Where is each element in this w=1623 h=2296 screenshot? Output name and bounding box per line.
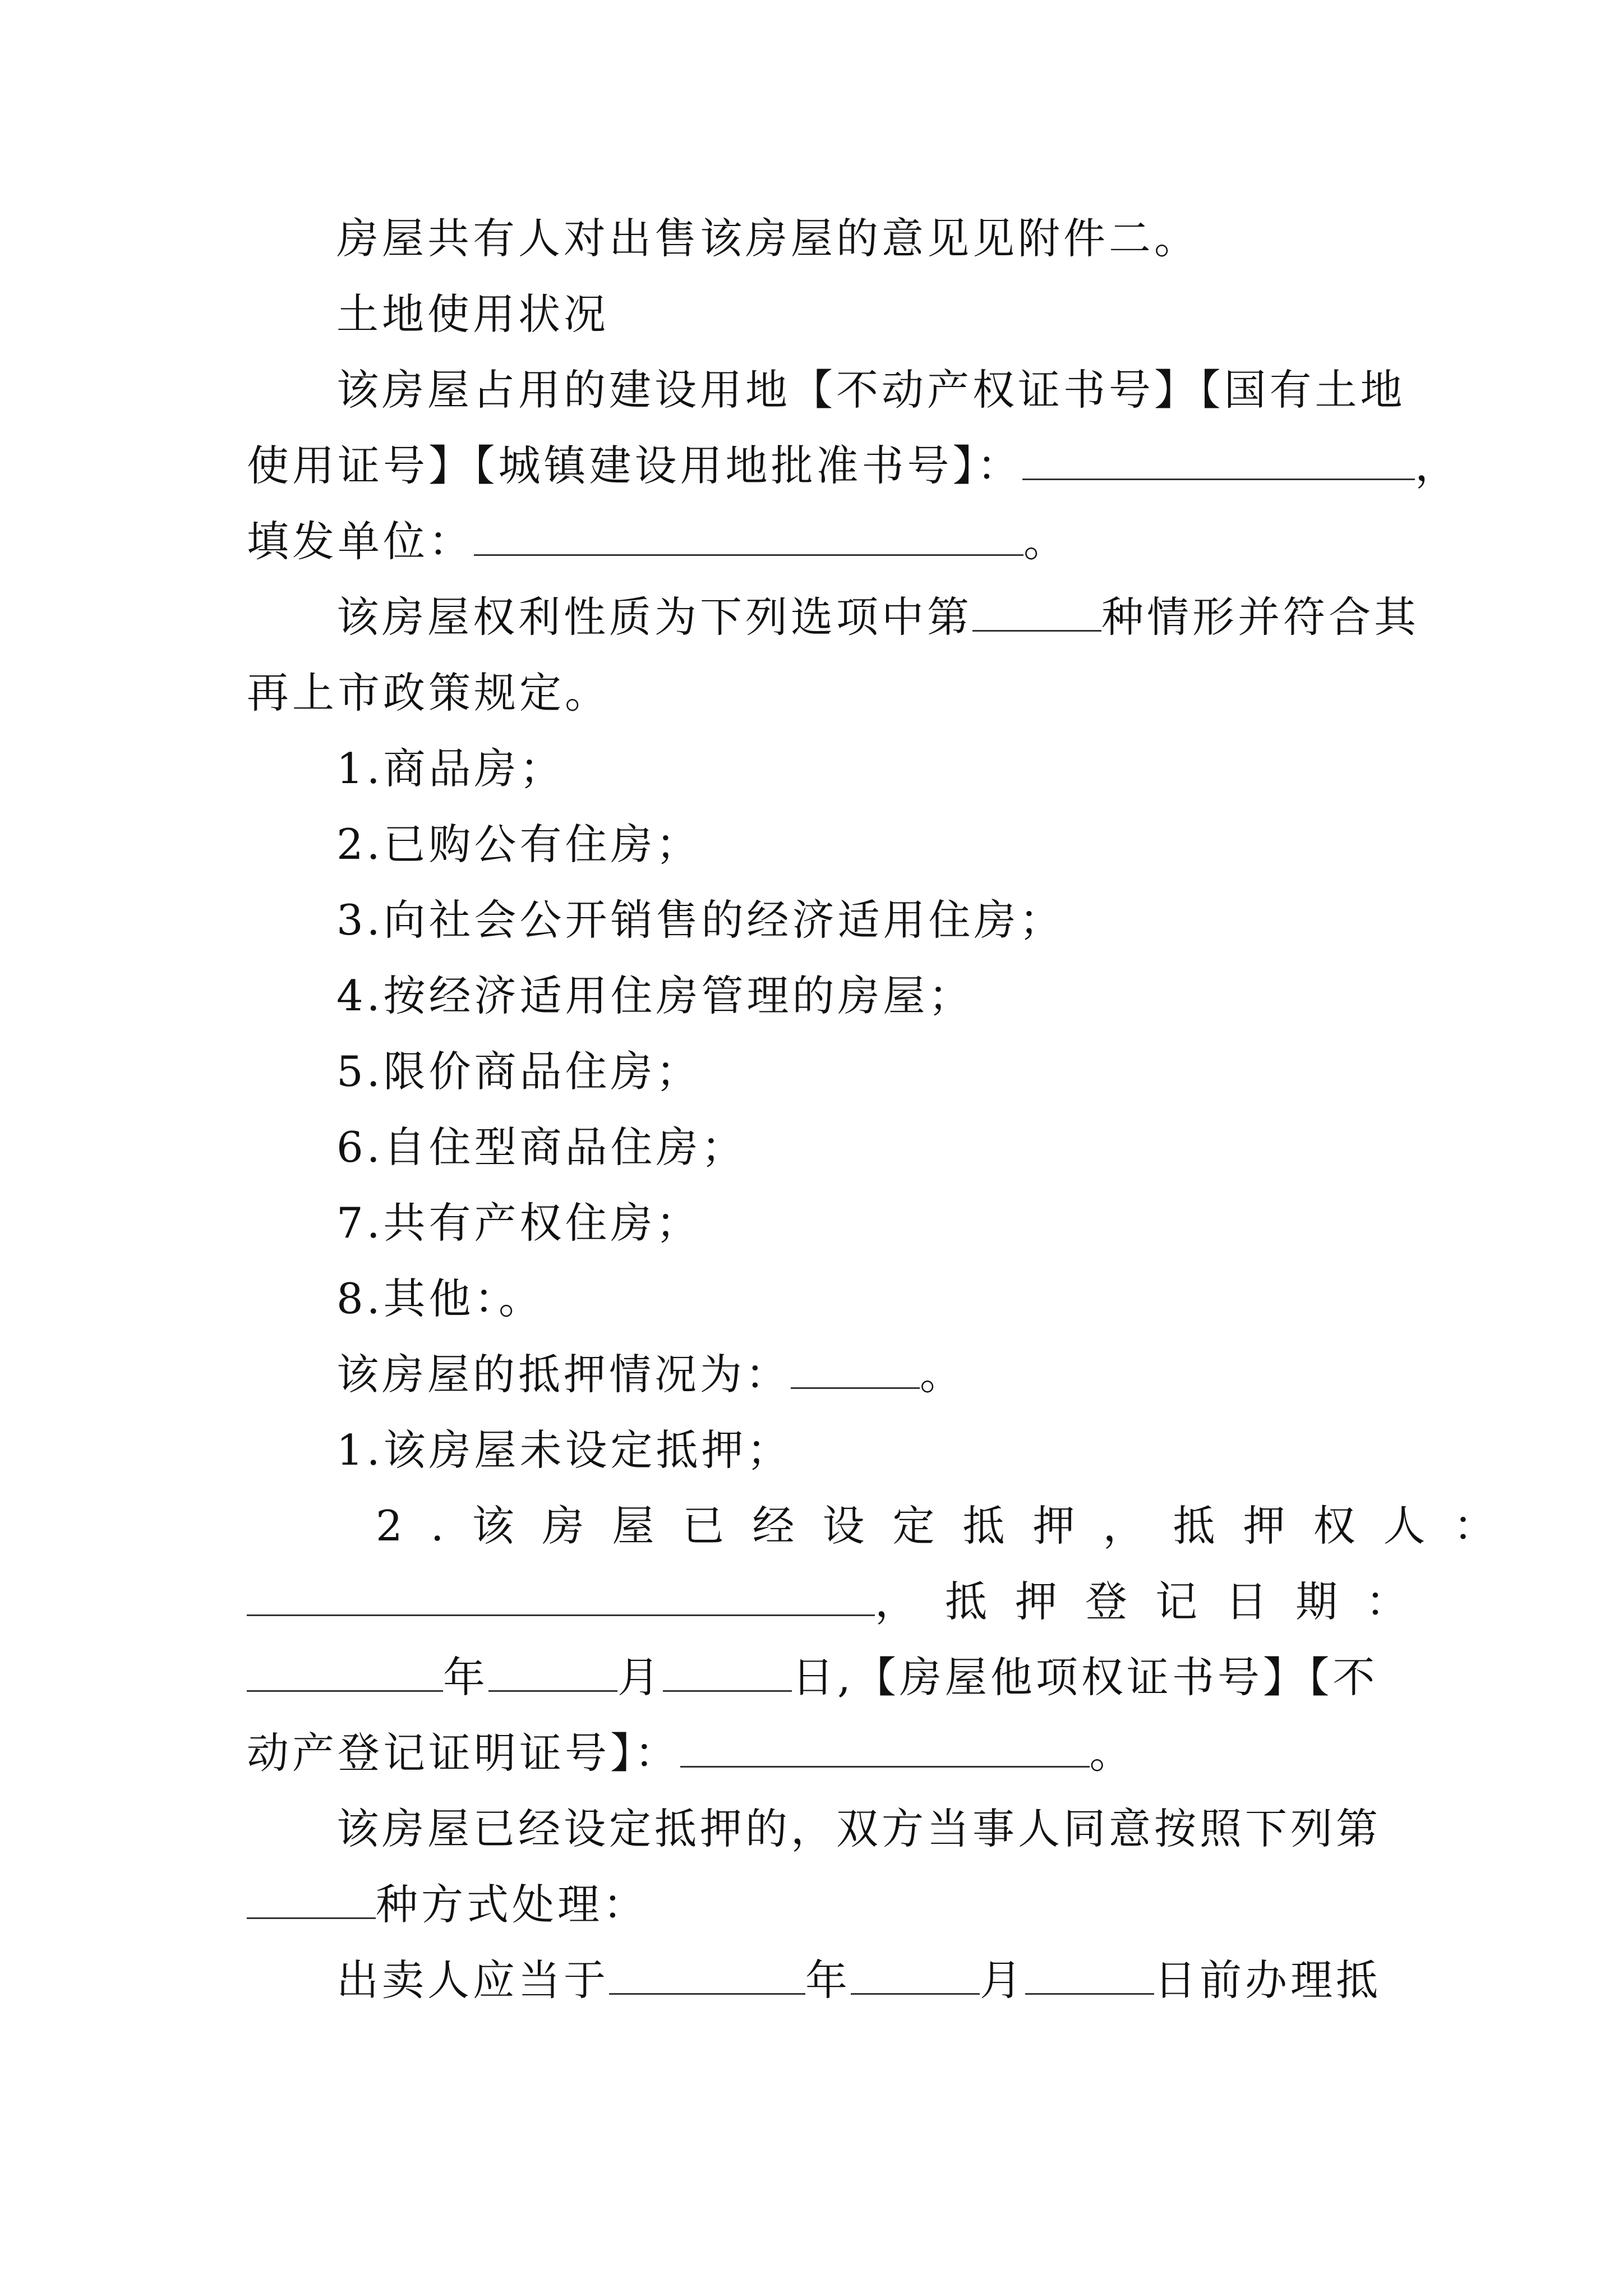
land-certificate-number-field[interactable] [1022,445,1415,480]
mortgage-month-field[interactable] [488,1657,617,1692]
issuing-unit-label: 填发单位： [247,517,474,566]
paragraph-property-nature-line1 [336,589,1419,645]
list-item-1: 1.商品房； [336,744,565,793]
mortgagee-field[interactable] [247,1581,875,1616]
mortgage-item-2-line1: 2.该房屋已经设定抵押，抵押权人： [376,1501,1524,1550]
list-item-6: 6.自住型商品住房； [336,1122,747,1172]
mortgage-day-field[interactable] [663,1657,792,1692]
paragraph-property-nature-line2: 再上市政策规定。 [247,668,611,717]
section-heading-land-use: 土地使用状况 [336,289,610,339]
day-and-certificate-label: 日,【房屋他项权证书号】【不 [792,1653,1378,1702]
paragraph-land-certificate-line2 [247,438,1460,494]
list-item-7: 7.共有产权住房； [336,1198,702,1248]
comma: ， [1415,441,1461,490]
year-label: 年 [443,1653,489,1702]
paragraph-mortgage-handling-line2 [247,1876,648,1932]
registration-certificate-field[interactable] [680,1732,1090,1768]
list-item-2: 2.已购公有住房； [336,820,702,869]
paragraph-co-owner-opinion: 房屋共有人对出售该房屋的意见见附件二。 [336,214,1200,263]
property-nature-suffix: 种情形并符合其 [1101,592,1420,642]
paragraph-mortgage-handling-line1: 该房屋已经设定抵押的，双方当事人同意按照下列第 [336,1804,1382,1853]
mortgage-status-field[interactable] [791,1354,920,1389]
period: 。 [1089,1728,1135,1778]
mortgage-item-2-line2 [247,1573,1436,1630]
mortgage-item-2-line4 [247,1725,1135,1781]
seller-deadline-label: 出卖人应当于 [336,1955,610,2005]
month-label: 月 [617,1653,663,1702]
handling-method-label: 种方式处理： [376,1880,649,1929]
list-item-8: 8.其他：。 [336,1274,545,1323]
mortgage-date-label: ，抵押登记日期： [875,1577,1436,1626]
period: 。 [1023,517,1069,566]
paragraph-seller-deadline [336,1952,1381,2008]
mortgage-item-2-line3 [247,1649,1378,1705]
month-label: 月 [980,1955,1026,2005]
paragraph-issuing-unit [247,513,1069,569]
deadline-year-field[interactable] [609,1959,805,1995]
period: 。 [920,1350,966,1399]
list-item-3: 3.向社会公开销售的经济适用住房； [336,895,1065,945]
handling-method-field[interactable] [247,1884,376,1919]
paragraph-land-certificate-line1: 该房屋占用的建设用地【不动产权证书号】【国有土地 [336,365,1406,415]
property-nature-choice-field[interactable] [972,596,1101,632]
year-label: 年 [805,1955,851,2005]
land-certificate-label: 使用证号】【城镇建设用地批准书号】： [247,441,1023,490]
list-item-5: 5.限价商品住房； [336,1047,702,1096]
mortgage-status-label: 该房屋的抵押情况为： [336,1350,791,1399]
paragraph-mortgage-status [336,1346,965,1402]
property-nature-label: 该房屋权利性质为下列选项中第 [336,592,973,642]
deadline-day-field[interactable] [1025,1959,1154,1995]
issuing-unit-field[interactable] [474,521,1023,556]
deadline-suffix: 日前办理抵 [1154,1955,1382,2005]
deadline-month-field[interactable] [851,1959,980,1995]
list-item-4: 4.按经济适用住房管理的房屋； [336,971,974,1020]
mortgage-item-1: 1.该房屋未设定抵押； [336,1425,792,1475]
mortgage-year-field[interactable] [247,1657,443,1692]
registration-certificate-label: 动产登记证明证号】： [247,1728,680,1778]
